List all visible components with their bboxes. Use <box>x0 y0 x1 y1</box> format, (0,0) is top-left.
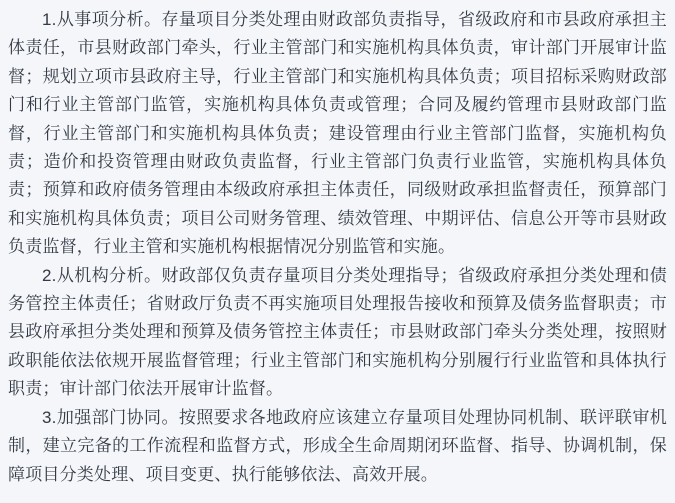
paragraph-department-coordination: 3.加强部门协同。按照要求各地政府应该建立存量项目处理协同机制、联评联审机制，建立完备的工作流程和监督方式，形成全生命周期闭环监督、指导、协调机制，保障项目分类处理、项目变更、执行能够依法、高效开展。 <box>8 407 667 484</box>
paragraph-item-analysis: 1.从事项分析。存量项目分类处理由财政部负责指导，省级政府和市县政府承担主体责任，市县财政部门牵头，行业主管部门和实施机构具体负责，审计部门开展审计监督；规划立项市县政府主导，行业主管部门和实施机构具体负责；项目招标采购财政部门和行业主管部门监管，实施机构具体负责或管理；合同及履约管理市县财政部门监督，行业主管部门和实施机构具体负责；建设管理由行业主管部门监督，实施机构负责；造价和投资管理由财政负责监督，行业主管部门负责行业监管，实施机构具体负责；预算和政府债务管理由本级政府承担主体责任，同级财政承担监督责任，预算部门和实施机构具体负责；项目公司财务管理、绩效管理、中期评估、信息公开等市县财政负责监督，行业主管和实施机构根据情况分别监管和实施。 <box>8 10 667 257</box>
paragraph-agency-analysis: 2.从机构分析。财政部仅负责存量项目分类处理指导；省级政府承担分类处理和债务管控主体责任；省财政厅负责不再实施项目处理报告接收和预算及债务监督职责；市县政府承担分类处理和预算及债务管控主体责任；市县财政部门牵头分类处理，按照财政职能依法依规开展监督管理；行业主管部门和实施机构分别履行行业监管和具体执行职责；审计部门依法开展审计监督。 <box>8 265 667 399</box>
